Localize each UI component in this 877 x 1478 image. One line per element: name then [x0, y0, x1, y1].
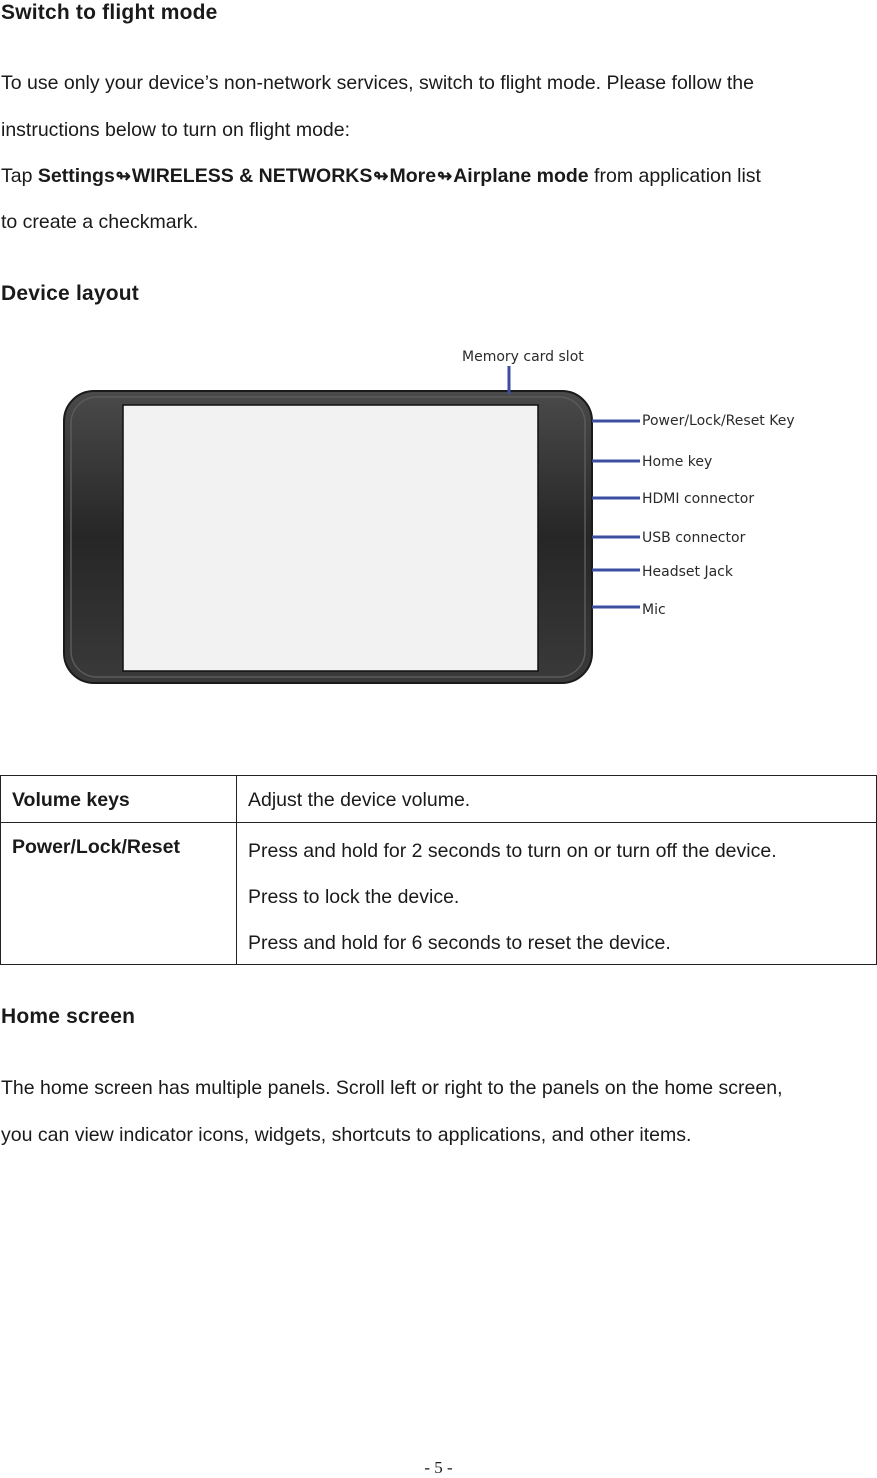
table-row: [1, 776, 877, 823]
home-screen-line1: The home screen has multiple panels. Scroll left or right to the panels on the home screen,: [1, 1077, 783, 1099]
table-key-cell: [1, 776, 237, 823]
table-key-volume-keys: Volume keys: [12, 789, 130, 811]
callout-mic: Mic: [642, 602, 666, 618]
tap-suffix: from application list: [588, 165, 761, 187]
tap-prefix: Tap: [1, 165, 38, 187]
path-settings: Settings: [37, 165, 115, 187]
flight-mode-instruction-line1: [1, 165, 761, 188]
path-airplane-mode: Airplane mode: [453, 165, 589, 187]
path-arrow-icon: ↬: [437, 166, 453, 186]
heading-device-layout: Device layout: [1, 282, 139, 305]
table-value-cell: [237, 776, 877, 823]
table-value-line: Press and hold for 2 seconds to turn on or turn off the device.: [248, 840, 777, 862]
key-function-table: [0, 775, 877, 965]
flight-mode-intro-line2: instructions below to turn on flight mode:: [1, 119, 351, 141]
table-value-line: Adjust the device volume.: [248, 789, 471, 811]
device-layout-figure: [62, 344, 804, 686]
callout-hdmi-connector: HDMI connector: [642, 491, 755, 507]
page-number: - 5 -: [424, 1458, 453, 1477]
path-arrow-icon: ↬: [115, 166, 131, 186]
table-value-cell: [237, 823, 877, 965]
table-row: [1, 823, 877, 965]
flight-mode-intro-line1: To use only your device’s non-network services, switch to flight mode. Please follow the: [1, 72, 754, 94]
home-screen-line2: you can view indicator icons, widgets, shortcuts to applications, and other items.: [1, 1124, 692, 1146]
flight-mode-instruction-line2: to create a checkmark.: [1, 211, 199, 233]
path-wireless-networks: WIRELESS & NETWORKS: [131, 165, 373, 187]
table-key-cell: [1, 823, 237, 965]
callout-headset-jack: Headset Jack: [642, 564, 733, 580]
callout-usb-connector: USB connector: [642, 530, 746, 546]
heading-flight-mode: Switch to flight mode: [1, 1, 218, 24]
device-screen: [123, 405, 538, 671]
callout-memory-card-slot: Memory card slot: [462, 349, 584, 365]
path-more: More: [389, 165, 437, 187]
heading-home-screen: Home screen: [1, 1005, 136, 1028]
table-key-power-lock-reset: Power/Lock/Reset: [12, 836, 180, 858]
path-arrow-icon: ↬: [373, 166, 389, 186]
table-value-line: Press to lock the device.: [248, 886, 460, 908]
device-diagram: [62, 344, 804, 686]
callout-home-key: Home key: [642, 454, 713, 470]
table-value-line: Press and hold for 6 seconds to reset the device.: [248, 932, 671, 954]
callout-power-lock-reset-key: Power/Lock/Reset Key: [642, 413, 795, 429]
